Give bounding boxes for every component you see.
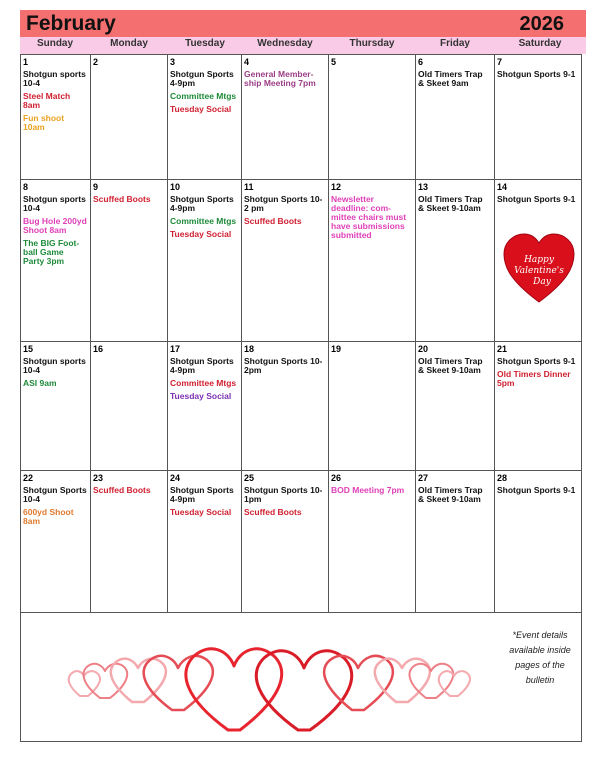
day-number: 19 <box>331 344 342 354</box>
day-number: 7 <box>497 57 503 67</box>
weekday-row <box>20 37 586 54</box>
event-item: Shotgun sports 10-4 <box>23 194 86 213</box>
day-number: 23 <box>93 473 104 483</box>
event-item: Scuffed Boots <box>244 216 302 226</box>
event-item: General Member-ship Meeting 7pm <box>244 69 316 88</box>
event-item: Shotgun Sports 4-9pm <box>170 194 234 213</box>
calendar-day-cell <box>23 183 87 270</box>
event-item: Old Timers Trap & Skeet 9-10am <box>418 485 483 504</box>
calendar-day-cell <box>23 345 87 392</box>
calendar-day-cell <box>93 345 164 357</box>
event-item: Old Timers Trap & Skeet 9am <box>418 69 483 88</box>
event-item: Scuffed Boots <box>93 194 151 204</box>
day-number: 5 <box>331 57 337 67</box>
calendar-day-cell <box>93 58 164 70</box>
weekday-thursday: Thursday <box>349 38 395 49</box>
weekday-monday: Monday <box>110 38 148 49</box>
day-number: 9 <box>93 182 99 192</box>
event-item: Shotgun Sports 4-9pm <box>170 356 234 375</box>
calendar-day-cell <box>23 58 87 136</box>
year-title: 2026 <box>519 13 564 35</box>
event-item: Shotgun Sports 9-1 <box>497 356 576 366</box>
event-item: Shotgun Sports 9-1 <box>497 69 576 79</box>
event-details-note: *Event details available inside pages of the bulletin <box>509 630 571 685</box>
event-item: Tuesday Social <box>170 104 232 114</box>
day-number: 10 <box>170 182 181 192</box>
month-title: February <box>26 12 116 35</box>
day-number: 6 <box>418 57 424 67</box>
day-number: 13 <box>418 182 429 192</box>
event-item: The BIG Foot-ball Game Party 3pm <box>23 238 80 266</box>
calendar-day-cell <box>331 474 412 499</box>
event-item: Shotgun sports 10-4 <box>23 356 86 375</box>
event-item: Fun shoot 10am <box>23 113 65 132</box>
event-item: Scuffed Boots <box>244 507 302 517</box>
valentine-line3: Day <box>533 277 551 287</box>
calendar-day-cell <box>497 474 579 499</box>
day-number: 4 <box>244 57 250 67</box>
calendar-day-cell <box>93 474 164 499</box>
day-number: 15 <box>23 344 34 354</box>
event-item: Shotgun Sports 10-1pm <box>244 485 323 504</box>
day-number: 3 <box>170 57 176 67</box>
event-item: Shotgun sports 10-4 <box>23 69 86 88</box>
calendar-day-cell <box>331 345 412 357</box>
calendar-day-cell <box>244 474 325 521</box>
day-number: 8 <box>23 182 29 192</box>
event-item: Shotgun Sports 10-2 pm <box>244 194 323 213</box>
calendar-day-cell <box>497 345 579 392</box>
calendar-day-cell <box>244 345 325 379</box>
event-item: Old Timers Trap & Skeet 9-10am <box>418 194 483 213</box>
event-item: Newsletter deadline: com-mittee chairs must have submissions submitted <box>331 194 407 240</box>
day-number: 11 <box>244 182 254 192</box>
day-number: 20 <box>418 344 429 354</box>
calendar-day-cell <box>331 58 412 70</box>
valentine-heart-icon <box>502 232 576 306</box>
event-item: Tuesday Social <box>170 229 232 239</box>
day-number: 2 <box>93 57 99 67</box>
day-number: 1 <box>23 57 29 67</box>
calendar-day-cell <box>418 345 491 379</box>
event-item: Shotgun Sports 4-9pm <box>170 485 234 504</box>
calendar-day-cell <box>170 345 238 405</box>
event-item: Shotgun Sports 4-9pm <box>170 69 234 88</box>
day-number: 28 <box>497 473 508 483</box>
event-item: ASI 9am <box>23 378 57 388</box>
day-number: 26 <box>331 473 342 483</box>
calendar-day-cell <box>331 183 412 244</box>
day-number: 17 <box>170 344 181 354</box>
weekday-tuesday: Tuesday <box>185 38 225 49</box>
calendar-day-cell <box>93 183 164 208</box>
day-number: 22 <box>23 473 34 483</box>
valentine-line2: Valentine's <box>514 266 564 276</box>
event-item: BOD Meeting 7pm <box>331 485 405 495</box>
day-number: 18 <box>244 344 255 354</box>
event-item: Shotgun Sports 10-2pm <box>244 356 323 375</box>
event-item: Shotgun Sports 9-1 <box>497 485 576 495</box>
day-number: 12 <box>331 182 342 192</box>
weekday-wednesday: Wednesday <box>257 38 313 49</box>
event-item: Steel Match 8am <box>23 91 71 110</box>
day-number: 14 <box>497 182 508 192</box>
calendar-day-cell <box>244 58 325 92</box>
event-item: 600yd Shoot 8am <box>23 507 74 526</box>
event-item: Shotgun Sports 9-1 <box>497 194 576 204</box>
day-number: 27 <box>418 473 429 483</box>
event-item: Committee Mtgs <box>170 378 237 388</box>
month-header <box>20 10 586 37</box>
day-number: 21 <box>497 344 508 354</box>
weekday-saturday: Saturday <box>518 38 562 49</box>
event-item: Shotgun Sports 10-4 <box>23 485 87 504</box>
calendar-day-cell <box>170 474 238 521</box>
event-item: Committee Mtgs <box>170 216 237 226</box>
calendar-day-cell <box>418 183 491 217</box>
calendar-day-cell <box>170 183 238 243</box>
event-item: Bug Hole 200yd Shoot 8am <box>23 216 87 235</box>
event-item: Old Timers Dinner 5pm <box>497 369 571 388</box>
weekday-sunday: Sunday <box>36 38 74 49</box>
event-item: Tuesday Social <box>170 391 232 401</box>
calendar-day-cell <box>244 183 325 230</box>
calendar-day-cell <box>418 474 491 508</box>
day-number: 24 <box>170 473 181 483</box>
calendar-day-cell <box>497 183 579 208</box>
calendar-day-cell <box>497 58 579 83</box>
calendar-day-cell <box>418 58 491 92</box>
day-number: 16 <box>93 344 104 354</box>
event-item: Tuesday Social <box>170 507 232 517</box>
valentine-line1: Happy <box>524 255 554 265</box>
calendar-day-cell <box>170 58 238 118</box>
weekday-friday: Friday <box>439 38 470 49</box>
event-item: Scuffed Boots <box>93 485 151 495</box>
event-item: Committee Mtgs <box>170 91 237 101</box>
day-number: 25 <box>244 473 255 483</box>
event-item: Old Timers Trap & Skeet 9-10am <box>418 356 483 375</box>
calendar-day-cell <box>23 474 87 530</box>
hearts-garland-icon <box>60 618 480 736</box>
